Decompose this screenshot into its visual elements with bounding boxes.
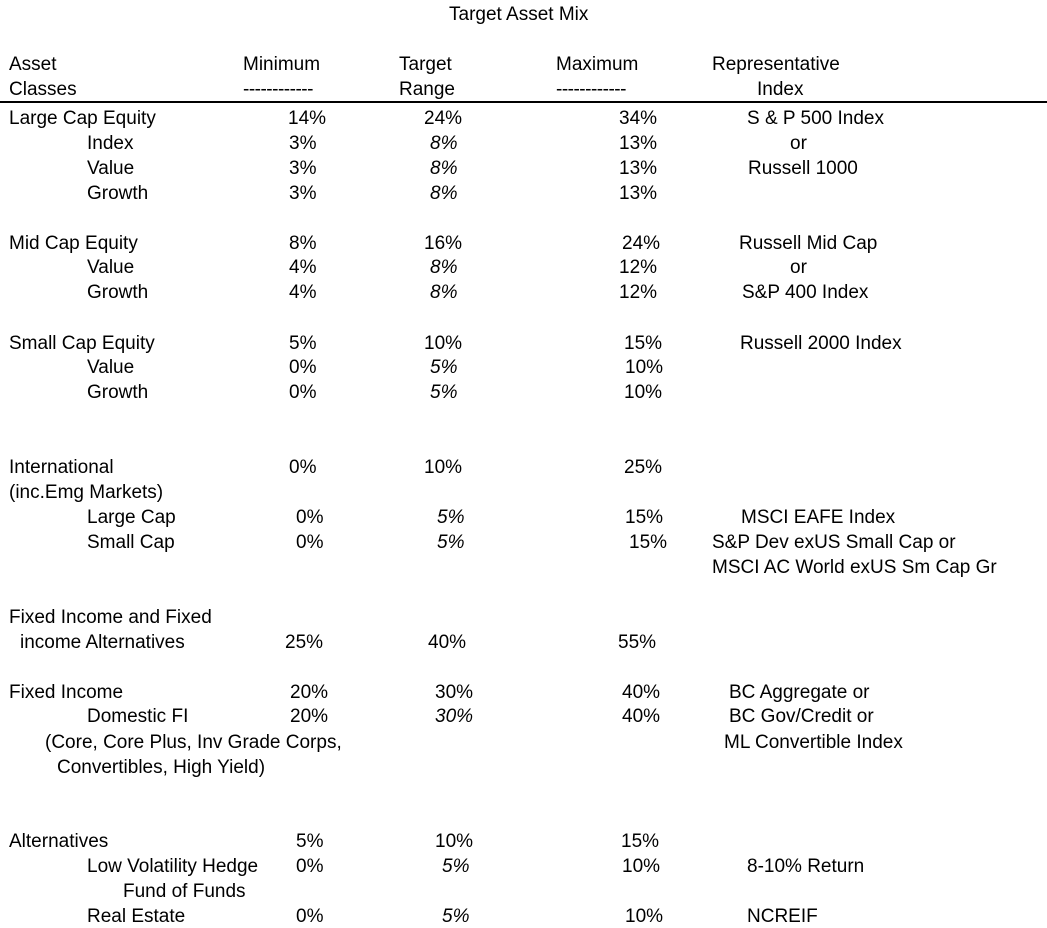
- row-maximum: 12%: [619, 282, 658, 303]
- row-minimum: 0%: [289, 357, 317, 378]
- row-index: MSCI EAFE Index: [741, 507, 896, 528]
- row-target: 16%: [424, 233, 463, 254]
- row-target: 10%: [424, 333, 463, 354]
- row-target: 5%: [437, 532, 465, 553]
- row-maximum: 25%: [624, 457, 663, 478]
- row-maximum: 10%: [625, 357, 664, 378]
- row-maximum: 13%: [619, 133, 658, 154]
- row-target: 8%: [430, 257, 458, 278]
- row-index: or: [790, 257, 807, 278]
- row-target: 30%: [435, 682, 474, 703]
- row-maximum: 55%: [618, 632, 657, 653]
- row-target: 5%: [442, 906, 470, 927]
- header-minimum-rule: ------------: [243, 79, 313, 100]
- row-label: Low Volatility Hedge: [87, 856, 259, 877]
- row-label: Growth: [87, 382, 149, 403]
- row-target: 5%: [430, 382, 458, 403]
- row-label: Small Cap Equity: [9, 333, 155, 354]
- row-index-continued: ML Convertible Index: [724, 732, 903, 753]
- row-maximum: 15%: [629, 532, 668, 553]
- row-minimum: 0%: [296, 507, 324, 528]
- row-index-continued: MSCI AC World exUS Sm Cap Gr: [712, 557, 997, 578]
- row-maximum: 10%: [624, 382, 663, 403]
- row-maximum: 40%: [622, 682, 661, 703]
- row-maximum: 10%: [625, 906, 664, 927]
- row-label: Value: [87, 257, 135, 278]
- row-label: Alternatives: [9, 831, 109, 852]
- row-minimum: 4%: [289, 257, 317, 278]
- header-index: Index: [757, 79, 804, 100]
- page-title: Target Asset Mix: [449, 4, 589, 25]
- row-index: Russell 2000 Index: [740, 333, 902, 354]
- row-label: Fixed Income and Fixed: [9, 607, 212, 628]
- row-minimum: 5%: [289, 333, 317, 354]
- row-minimum: 3%: [289, 158, 317, 179]
- row-maximum: 24%: [622, 233, 661, 254]
- row-minimum: 20%: [290, 706, 329, 727]
- header-classes: Classes: [9, 79, 77, 100]
- row-minimum: 3%: [289, 183, 317, 204]
- row-target: 8%: [430, 158, 458, 179]
- row-label-continued: income Alternatives: [20, 632, 185, 653]
- row-minimum: 0%: [289, 382, 317, 403]
- row-label-continued: (inc.Emg Markets): [9, 482, 164, 503]
- row-target: 5%: [430, 357, 458, 378]
- row-index: Russell Mid Cap: [739, 233, 878, 254]
- row-label: Small Cap: [87, 532, 175, 553]
- row-minimum: 0%: [296, 532, 324, 553]
- row-target: 10%: [435, 831, 474, 852]
- row-label: Domestic FI: [87, 706, 189, 727]
- row-minimum: 0%: [296, 856, 324, 877]
- row-index: 8-10% Return: [747, 856, 865, 877]
- row-label: International: [9, 457, 114, 478]
- row-maximum: 34%: [619, 108, 658, 129]
- row-index: BC Aggregate or: [729, 682, 870, 703]
- row-index: or: [790, 133, 807, 154]
- row-minimum: 0%: [296, 906, 324, 927]
- header-target: Target: [399, 54, 452, 75]
- header-asset: Asset: [9, 54, 57, 75]
- row-target: 5%: [442, 856, 470, 877]
- row-minimum: 25%: [285, 632, 324, 653]
- header-representative: Representative: [712, 54, 840, 75]
- row-minimum: 14%: [288, 108, 327, 129]
- row-label: Mid Cap Equity: [9, 233, 138, 254]
- row-target: 8%: [430, 133, 458, 154]
- row-target: 40%: [428, 632, 467, 653]
- row-index: NCREIF: [747, 906, 818, 927]
- row-label: Growth: [87, 282, 149, 303]
- row-maximum: 13%: [619, 158, 658, 179]
- row-label: Real Estate: [87, 906, 186, 927]
- row-index: BC Gov/Credit or: [729, 706, 874, 727]
- row-maximum: 13%: [619, 183, 658, 204]
- row-note-continued: Convertibles, High Yield): [57, 757, 266, 778]
- row-label-continued: Fund of Funds: [123, 881, 246, 902]
- row-target: 10%: [424, 457, 463, 478]
- row-minimum: 3%: [289, 133, 317, 154]
- row-maximum: 10%: [622, 856, 661, 877]
- row-label: Growth: [87, 183, 149, 204]
- row-index: S&P 400 Index: [742, 282, 869, 303]
- row-label: Value: [87, 158, 135, 179]
- row-minimum: 20%: [290, 682, 329, 703]
- row-target: 8%: [430, 183, 458, 204]
- header-maximum: Maximum: [556, 54, 639, 75]
- row-label: Large Cap Equity: [9, 108, 156, 129]
- header-minimum: Minimum: [243, 54, 321, 75]
- row-target: 24%: [424, 108, 463, 129]
- row-maximum: 40%: [622, 706, 661, 727]
- row-target: 5%: [437, 507, 465, 528]
- row-index: Russell 1000: [748, 158, 858, 179]
- row-maximum: 15%: [625, 507, 664, 528]
- row-target: 8%: [430, 282, 458, 303]
- row-index: S & P 500 Index: [747, 108, 884, 129]
- row-label: Large Cap: [87, 507, 176, 528]
- row-minimum: 0%: [289, 457, 317, 478]
- header-maximum-rule: ------------: [556, 79, 626, 100]
- row-maximum: 12%: [619, 257, 658, 278]
- row-minimum: 8%: [289, 233, 317, 254]
- row-minimum: 4%: [289, 282, 317, 303]
- row-note: (Core, Core Plus, Inv Grade Corps,: [45, 732, 342, 753]
- row-minimum: 5%: [296, 831, 324, 852]
- row-label: Index: [87, 133, 134, 154]
- row-label: Value: [87, 357, 135, 378]
- row-target: 30%: [435, 706, 474, 727]
- row-index: S&P Dev exUS Small Cap or: [712, 532, 956, 553]
- row-label: Fixed Income: [9, 682, 124, 703]
- header-range: Range: [399, 79, 455, 100]
- row-maximum: 15%: [624, 333, 663, 354]
- row-maximum: 15%: [621, 831, 660, 852]
- header-divider: [0, 101, 1047, 103]
